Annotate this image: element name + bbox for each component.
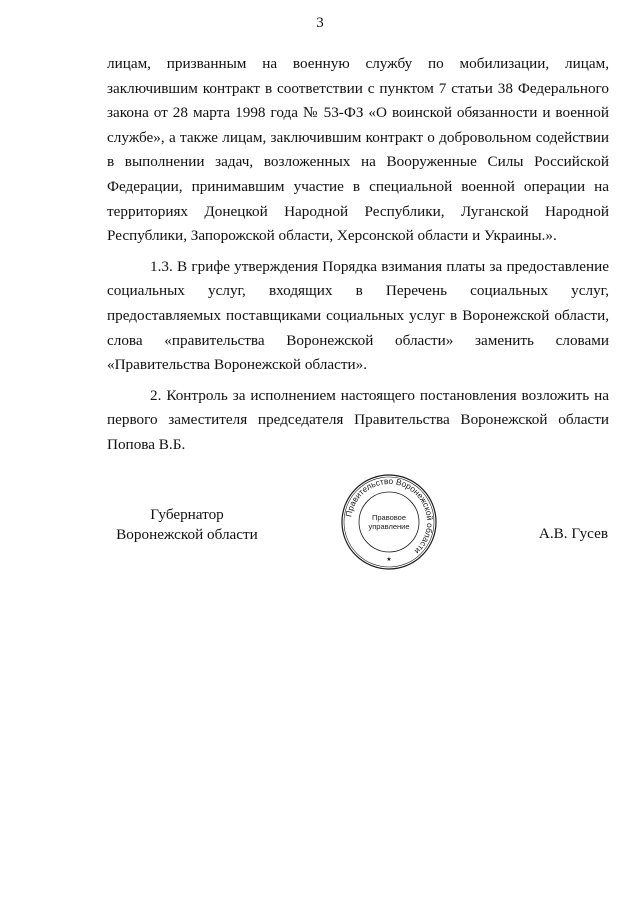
text-line: 1.3. В грифе утверждения Порядка взимания платы за предоставление [150,257,609,275]
text-line: Попова В.Б. [107,435,186,453]
text-line: Республики, Запорожской области, Херсонской области и Украины.». [107,227,557,245]
signatory-position [107,505,267,545]
paragraph-1-3 [107,255,609,378]
signature-block [0,505,640,595]
text-line: первого заместителя председателя Правительства Воронежской области [107,411,609,429]
page-number: 3 [316,15,324,31]
position-line: Губернатор [150,506,224,523]
text-line: в выполнении задач, возложенных на Вооруженные Силы Российской [107,153,609,171]
text-line: территориях Донецкой Народной Республики, Луганской Народной [107,202,609,220]
stamp-center-line2: управление [368,522,410,531]
position-line: Воронежской области [116,526,258,543]
text-line: службе», а также лицам, заключившим контракт о добровольном содействии [107,128,609,146]
stamp-ring-text: Правительство Воронежской области [343,475,436,557]
official-stamp [339,472,439,572]
text-line: заключившим контракт в соответствии с пунктом 7 статьи 38 Федерального [107,79,609,97]
stamp-center-line1: Правовое [371,513,407,522]
text-line: 2. Контроль за исполнением настоящего постановления возложить на [150,386,609,404]
stamp-star-icon: ★ [386,556,392,563]
text-line: «Правительства Воронежской области». [107,356,367,374]
paragraph-2 [107,384,609,458]
document-body [107,52,609,458]
text-line: предоставляемых поставщиками социальных услуг в Воронежской области, [107,306,609,324]
text-line: социальных услуг, входящих в Перечень социальных услуг, [107,282,609,300]
signatory-name: А.В. Гусев [538,525,608,542]
paragraph-continuation [107,52,609,249]
text-line: слова «правительства Воронежской области» заменить словами [107,331,609,349]
text-line: закона от 28 марта 1998 года № 53-ФЗ «О воинской обязанности и военной [107,104,609,122]
text-line: Федерации, принимавшим участие в специальной военной операции на [107,177,609,195]
text-line: лицам, призванным на военную службу по мобилизации, лицам, [107,55,609,72]
